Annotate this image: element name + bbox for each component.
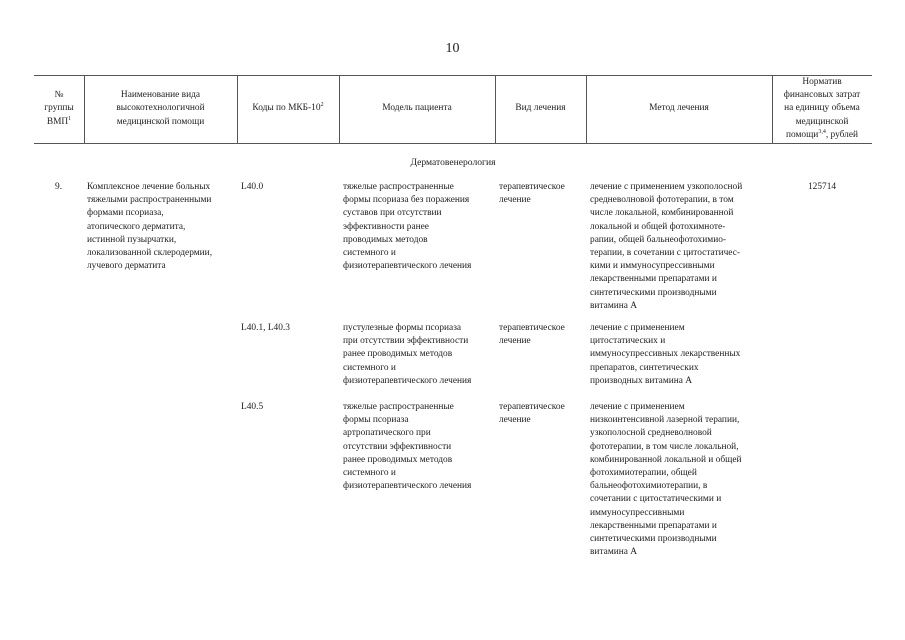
row-patient-model: пустулезные формы псориаза при отсутствии эффективности ранее проводимых методов системного и физиотерапевтического лечения xyxy=(343,323,472,386)
group-number: 9. xyxy=(55,182,63,192)
row-treatment-type: терапевтическое лечение xyxy=(499,402,565,426)
header-group-number: № группы ВМП$^1$ xyxy=(44,90,74,127)
row-treatment-method: лечение с применением узкополосной средневолновой фототерапии, в том числе локальной, комбинированной локальной и общей фотохимноте- рапии, общей бальнеофотохимио- терапии, в сочетании с цитостатичес- кими и иммуносупрессивными лекарственными препаратами и синтетическими производными витамина А xyxy=(590,182,743,311)
header-treatment-type: Вид лечения xyxy=(515,103,566,114)
group-name: Комплексное лечение больных тяжелыми распространенными формами псориаза, атопического дерматита, истинной пузырчатки, локализованной склеродермии, лучевого дерматита xyxy=(87,182,213,272)
header-bottom-border xyxy=(34,143,872,144)
section-title: Дерматовенерология xyxy=(410,157,496,168)
header-patient-model: Модель пациента xyxy=(382,103,452,114)
row-icd-codes: L40.5 xyxy=(241,402,264,412)
header-icd-codes: Коды по МКБ-$10^2$ xyxy=(252,102,324,114)
row-treatment-type: терапевтическое лечение xyxy=(499,182,565,206)
header-treatment-method: Метод лечения xyxy=(649,103,709,114)
row-patient-model: тяжелые распространенные формы псориаза артропатического при отсутствии эффективности ранее проводимых методов системного и физиотерапевтического лечения xyxy=(343,402,472,492)
header-cost-standard: Норматив финансовых затрат на единицу объема медицинской помощи$^{3,4}$, рублей xyxy=(783,76,861,140)
page-number: 10 xyxy=(445,41,460,56)
row-treatment-type: терапевтическое лечение xyxy=(499,323,565,347)
row-treatment-method: лечение с применением низкоинтенсивной лазерной терапии, узкополосной средневолновой фототерапии, в том числе локальной, комбинированной локальной и общей фотохимиотерапии, общей бальнеофотохимиотерапии, в сочетании с цитостатическими и иммуносупрессивными лекарственными препаратами и синтетическими производными витамина А xyxy=(590,402,742,558)
group-cost: 125714 xyxy=(807,182,837,192)
row-treatment-method: лечение с применением цитостатических и иммуносупрессивных лекарственных препаратов, синтетических производных витамина А xyxy=(590,323,741,386)
row-icd-codes: L40.1, L40.3 xyxy=(241,323,290,333)
row-icd-codes: L40.0 xyxy=(241,182,264,192)
header-care-type-name: Наименование вида высокотехнологичной медицинской помощи xyxy=(116,90,205,127)
row-patient-model: тяжелые распространенные формы псориаза без поражения суставов при отсутствии эффективности ранее проводимых методов системного и физиотерапевтического лечения xyxy=(343,182,472,272)
